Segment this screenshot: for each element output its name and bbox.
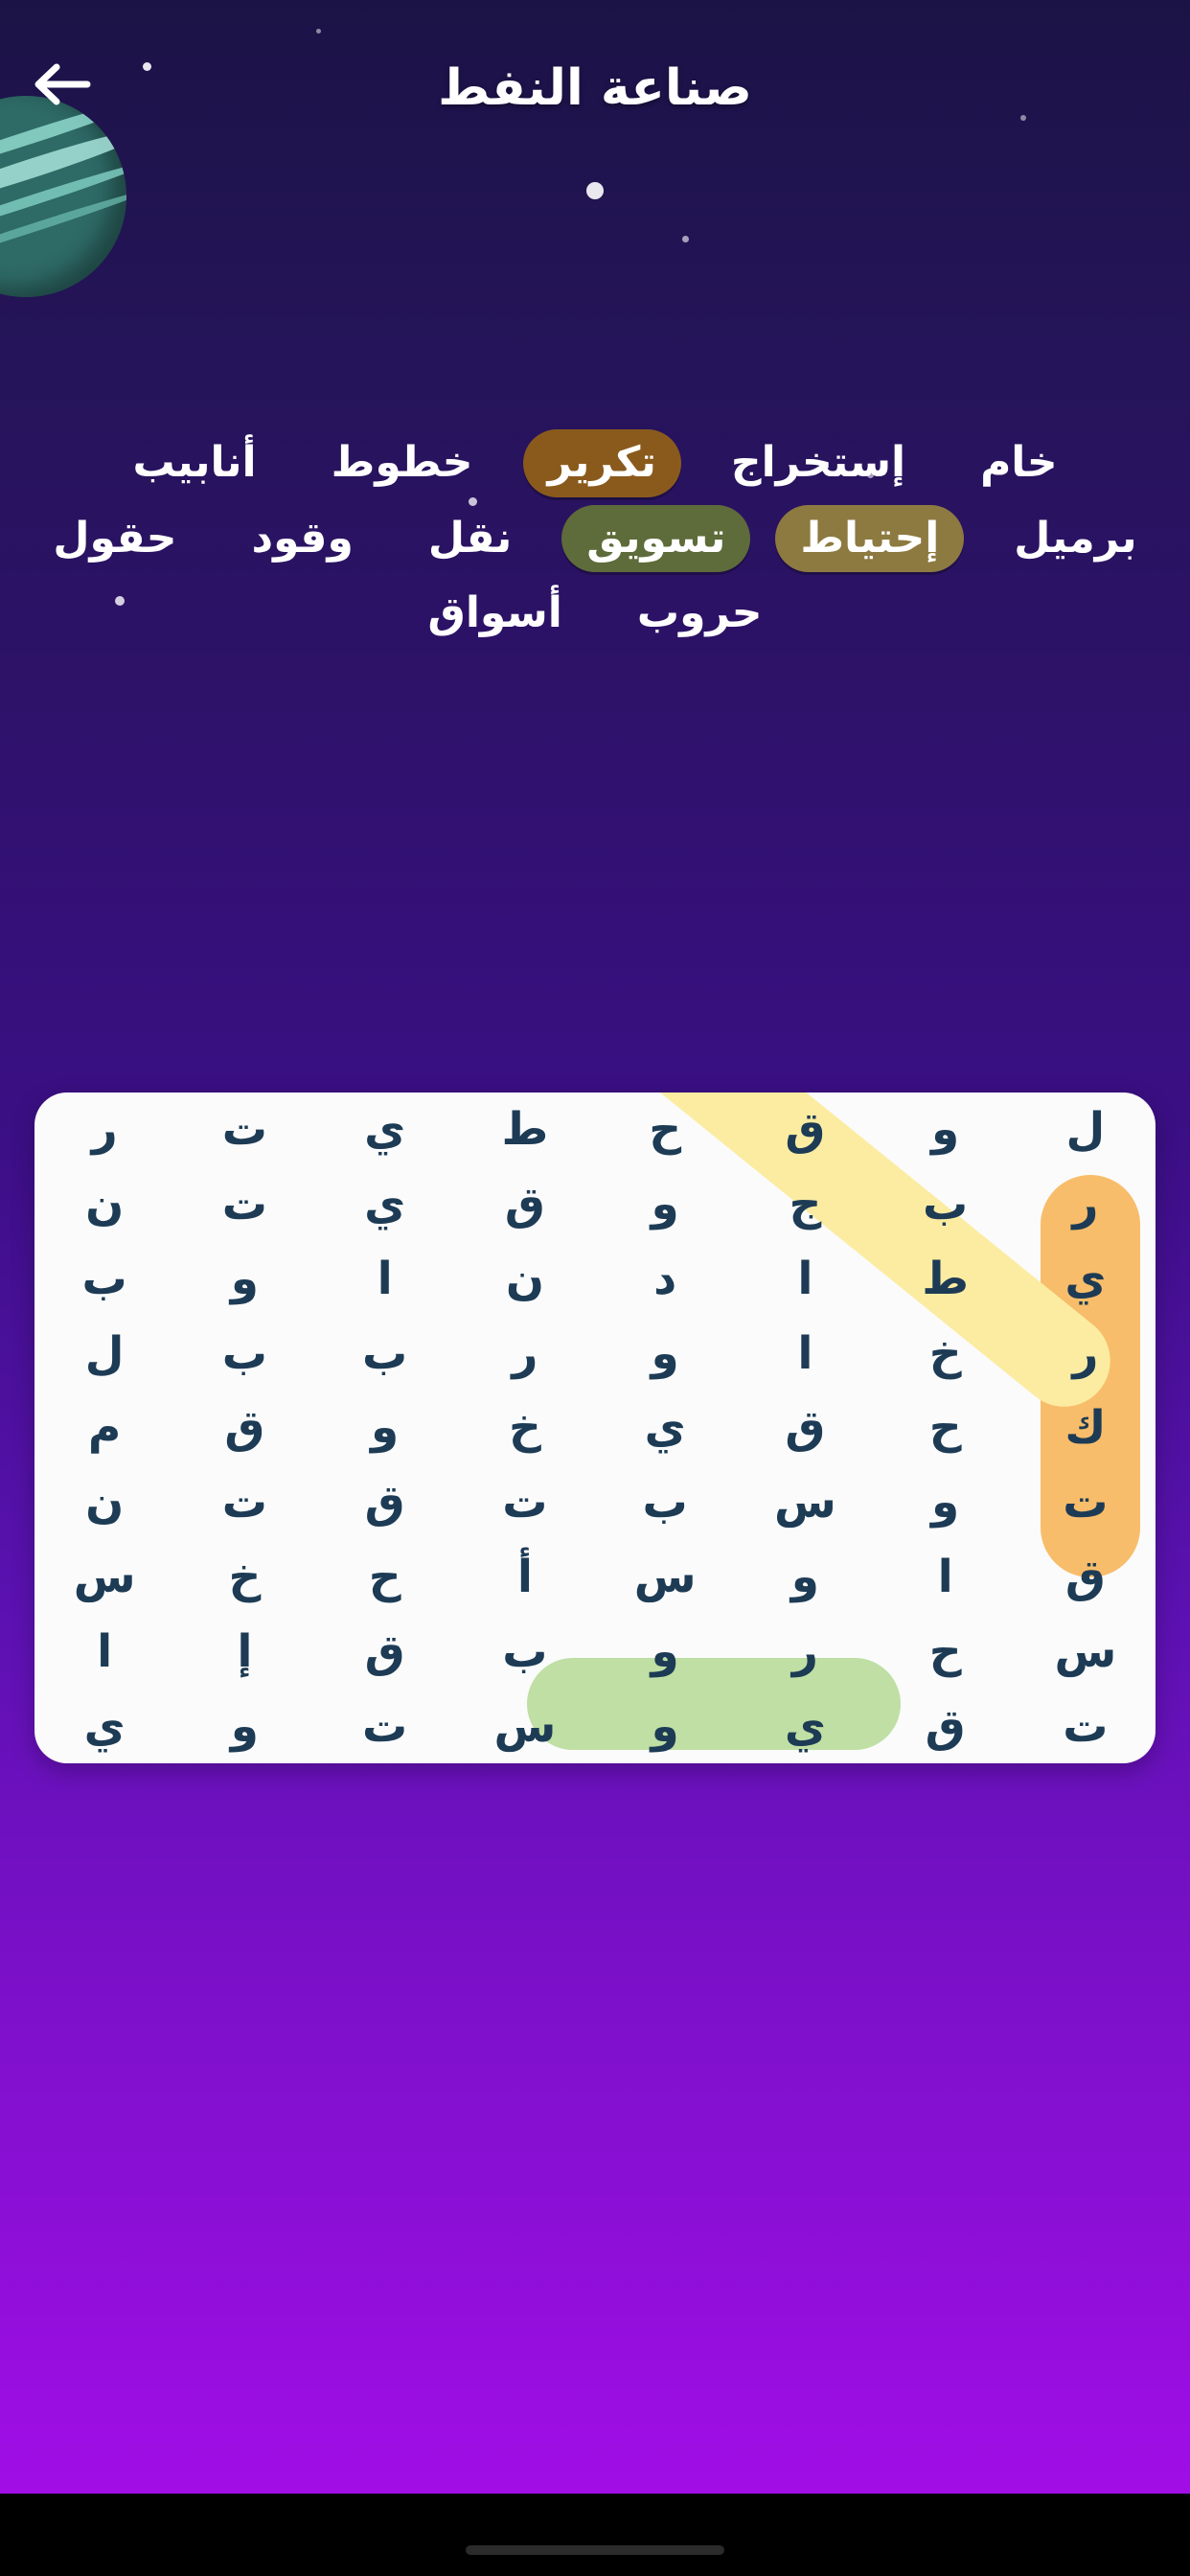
grid-cell[interactable]: ق: [785, 1103, 826, 1157]
grid-cell[interactable]: ي: [784, 1699, 826, 1753]
grid-cell[interactable]: ر: [91, 1103, 118, 1157]
grid-cell[interactable]: ق: [224, 1401, 265, 1455]
grid-cell[interactable]: ن: [85, 1476, 125, 1530]
grid-cell[interactable]: ا: [797, 1252, 813, 1305]
grid-cell[interactable]: ن: [505, 1252, 544, 1305]
grid-cell[interactable]: ق: [364, 1476, 405, 1530]
bottom-bar: [0, 2494, 1190, 2576]
grid-cell[interactable]: ت: [1063, 1699, 1109, 1753]
grid-cell[interactable]: ي: [364, 1178, 406, 1231]
home-indicator[interactable]: [466, 2545, 724, 2555]
grid-cell[interactable]: ا: [377, 1252, 393, 1305]
grid-cell[interactable]: ت: [221, 1178, 267, 1231]
grid-cell[interactable]: ت: [502, 1476, 548, 1530]
grid-cell[interactable]: و: [371, 1401, 400, 1455]
word-list: [23, 429, 1167, 648]
word-search-card[interactable]: [34, 1092, 1156, 1763]
grid-cell[interactable]: س: [1054, 1624, 1117, 1678]
grid-cell[interactable]: خ: [508, 1401, 541, 1455]
grid-cell[interactable]: ن: [85, 1178, 125, 1231]
grid-cell[interactable]: و: [651, 1326, 679, 1380]
star-decoration: [682, 236, 689, 242]
grid-cell[interactable]: س: [73, 1551, 136, 1604]
page-title: صناعة النفط: [438, 59, 752, 117]
grid-cell[interactable]: ل: [1065, 1103, 1106, 1157]
grid-cell[interactable]: ق: [364, 1624, 405, 1678]
word-chip[interactable]: وقود: [251, 513, 354, 563]
grid-cell[interactable]: ا: [797, 1326, 813, 1380]
letter-grid[interactable]: [34, 1092, 1156, 1763]
grid-cell[interactable]: ل: [84, 1326, 125, 1380]
grid-cell[interactable]: ي: [1064, 1252, 1107, 1305]
grid-cell[interactable]: س: [633, 1551, 697, 1604]
grid-cell[interactable]: ت: [221, 1103, 267, 1157]
grid-cell[interactable]: س: [773, 1476, 836, 1530]
word-chip[interactable]: برميل: [1014, 513, 1137, 563]
header: [0, 0, 1190, 192]
grid-cell[interactable]: إ: [237, 1624, 253, 1678]
grid-cell[interactable]: ر: [791, 1624, 818, 1678]
grid-cell[interactable]: ب: [81, 1252, 127, 1305]
grid-cell[interactable]: ب: [502, 1624, 548, 1678]
grid-cell[interactable]: ر: [1072, 1326, 1099, 1380]
grid-cell[interactable]: ح: [928, 1624, 962, 1678]
grid-cell[interactable]: خ: [928, 1326, 962, 1380]
grid-cell[interactable]: ي: [83, 1699, 126, 1753]
word-chip-found[interactable]: تسويق: [561, 505, 750, 573]
word-chip[interactable]: أسواق: [427, 588, 562, 638]
grid-cell[interactable]: ي: [364, 1103, 406, 1157]
grid-cell[interactable]: س: [493, 1699, 557, 1753]
word-chip[interactable]: نقل: [427, 513, 513, 563]
word-chip[interactable]: خطوط: [331, 438, 473, 487]
grid-cell[interactable]: خ: [228, 1551, 262, 1604]
word-chip[interactable]: خام: [980, 438, 1058, 487]
grid-cell[interactable]: ك: [1064, 1401, 1107, 1455]
grid-cell[interactable]: ب: [221, 1326, 267, 1380]
grid-cell[interactable]: ح: [368, 1551, 401, 1604]
word-chip-found[interactable]: إحتياط: [775, 505, 964, 573]
grid-cell[interactable]: أ: [516, 1551, 533, 1604]
grid-cell[interactable]: ي: [644, 1401, 686, 1455]
grid-cell[interactable]: ج: [789, 1178, 822, 1231]
grid-cell[interactable]: و: [651, 1178, 679, 1231]
grid-cell[interactable]: ا: [97, 1624, 113, 1678]
word-chip-found[interactable]: تكرير: [523, 429, 681, 497]
grid-cell[interactable]: و: [931, 1103, 960, 1157]
grid-cell[interactable]: ر: [1072, 1178, 1099, 1231]
word-chip[interactable]: أنابيب: [132, 438, 257, 487]
grid-cell[interactable]: ب: [923, 1178, 969, 1231]
grid-cell[interactable]: ت: [362, 1699, 408, 1753]
word-chip[interactable]: حروب: [636, 588, 763, 638]
grid-cell[interactable]: ب: [642, 1476, 688, 1530]
grid-cell[interactable]: ا: [937, 1551, 953, 1604]
grid-cell[interactable]: و: [651, 1699, 679, 1753]
word-chip[interactable]: حقول: [53, 513, 177, 563]
grid-cell[interactable]: ح: [649, 1103, 682, 1157]
grid-cell[interactable]: ق: [785, 1401, 826, 1455]
grid-cell[interactable]: م: [87, 1401, 122, 1455]
word-chip[interactable]: إستخراج: [730, 438, 906, 487]
grid-cell[interactable]: ق: [504, 1178, 545, 1231]
grid-cell[interactable]: ب: [362, 1326, 408, 1380]
grid-cell[interactable]: و: [230, 1699, 259, 1753]
grid-cell[interactable]: ت: [221, 1476, 267, 1530]
grid-cell[interactable]: ت: [1063, 1476, 1109, 1530]
grid-cell[interactable]: ط: [501, 1103, 549, 1157]
grid-cell[interactable]: و: [790, 1551, 819, 1604]
grid-cell[interactable]: ر: [512, 1326, 538, 1380]
grid-cell[interactable]: ق: [925, 1699, 966, 1753]
grid-cell[interactable]: د: [653, 1252, 677, 1305]
grid-cell[interactable]: ح: [928, 1401, 962, 1455]
grid-cell[interactable]: ق: [1064, 1551, 1106, 1604]
grid-cell[interactable]: ط: [922, 1252, 970, 1305]
grid-cell[interactable]: و: [931, 1476, 960, 1530]
grid-cell[interactable]: و: [651, 1624, 679, 1678]
grid-cell[interactable]: و: [230, 1252, 259, 1305]
